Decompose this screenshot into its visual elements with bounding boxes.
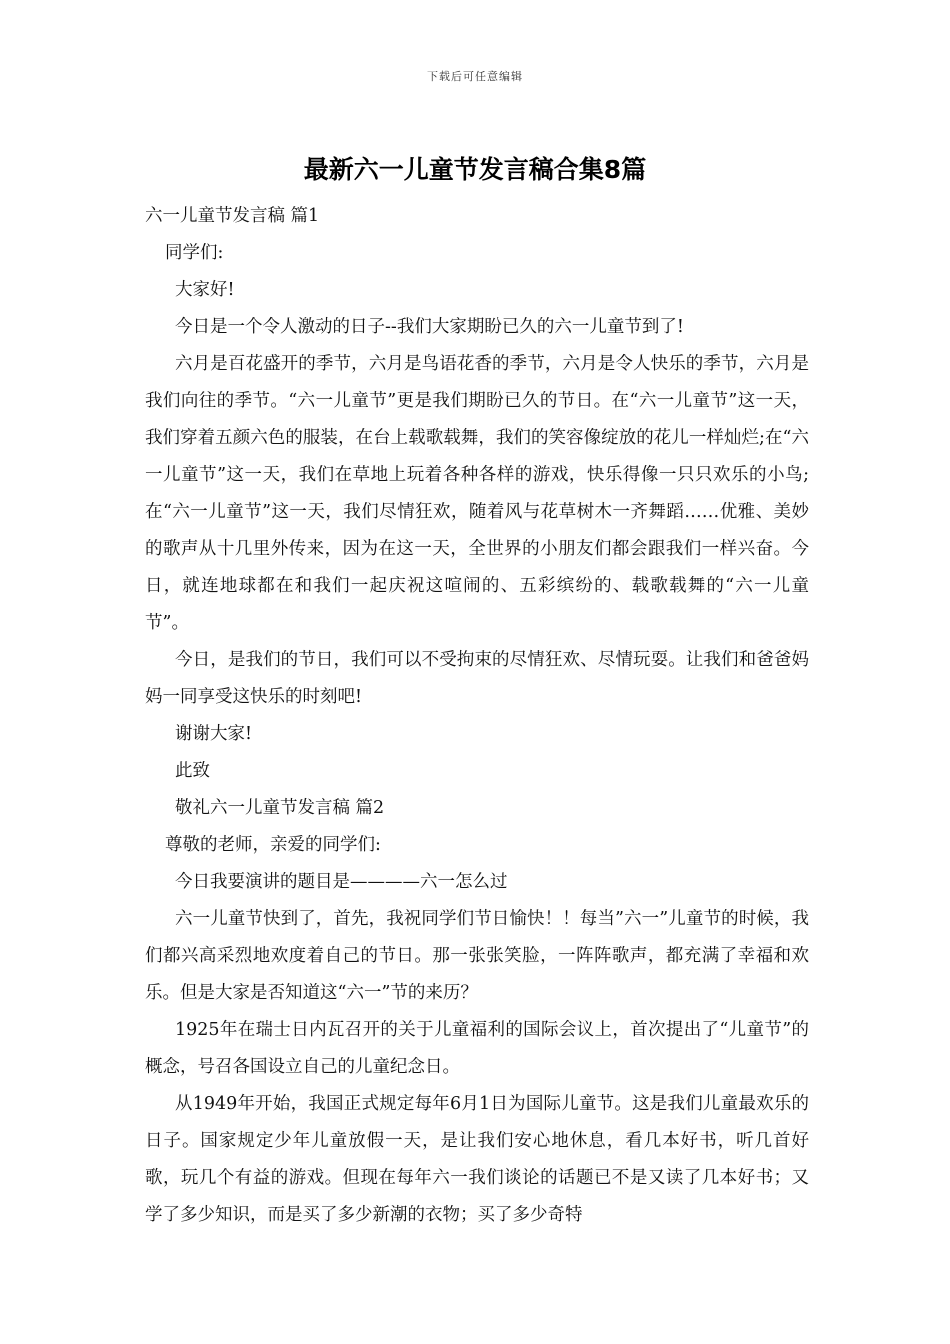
thanks-line: 谢谢大家! — [175, 724, 253, 744]
section-heading-2: 敬礼六一儿童节发言稿 篇2 — [175, 798, 385, 818]
salutation: 尊敬的老师，亲爱的同学们: — [165, 835, 381, 855]
document-title: 最新六一儿童节发言稿合集8篇 — [303, 155, 647, 184]
paragraph: 今日是一个令人激动的日子--我们大家期盼已久的六一儿童节到了! — [175, 317, 684, 337]
section-heading-1: 六一儿童节发言稿 篇1 — [145, 206, 320, 226]
salutation: 同学们: — [165, 243, 224, 263]
paragraph: 1925年在瑞士日内瓦召开的关于儿童福利的国际会议上，首次提出了“儿童节”的概念，号召各国设立自己的儿童纪念日。 — [145, 1020, 809, 1077]
header-note: 下载后可任意编辑 — [427, 70, 523, 83]
paragraph: 今日，是我们的节日，我们可以不受拘束的尽情狂欢、尽情玩耍。让我们和爸爸妈妈一同享受这快乐的时刻吧! — [145, 650, 809, 707]
speech-topic: 今日我要演讲的题目是————六一怎么过 — [175, 872, 508, 892]
paragraph: 从1949年开始，我国正式规定每年6月1日为国际儿童节。这是我们儿童最欢乐的日子。国家规定少年儿童放假一天，是让我们安心地休息，看几本好书，听几首好歌，玩几个有益的游戏。但现在每年六一我们谈论的话题已不是又读了几本好书；又学了多少知识，而是买了多少新潮的衣物；买了多少奇特 — [145, 1094, 809, 1225]
paragraph: 六一儿童节快到了，首先，我祝同学们节日愉快！！每当”六一”儿童节的时候，我们都兴高采烈地欢度着自己的节日。那一张张笑脸，一阵阵歌声，都充满了幸福和欢乐。但是大家是否知道这“六一”节的来历？ — [145, 909, 809, 1003]
closing-line: 此致 — [175, 761, 210, 781]
document-body — [145, 198, 809, 1234]
paragraph: 六月是百花盛开的季节，六月是鸟语花香的季节，六月是令人快乐的季节，六月是我们向往的季节。“六一儿童节”更是我们期盼已久的节日。在“六一儿童节”这一天，我们穿着五颜六色的服装，在台上载歌载舞，我们的笑容像绽放的花儿一样灿烂;在“六一儿童节”这一天，我们在草地上玩着各种各样的游戏，快乐得像一只只欢乐的小鸟;在“六一儿童节”这一天，我们尽情狂欢，随着风与花草树木一齐舞蹈……优雅、美妙的歌声从十几里外传来，因为在这一天，全世界的小朋友们都会跟我们一样兴奋。今日，就连地球都在和我们一起庆祝这喧闹的、五彩缤纷的、载歌载舞的“六一儿童节”。 — [145, 354, 809, 633]
greeting: 大家好! — [175, 280, 235, 300]
